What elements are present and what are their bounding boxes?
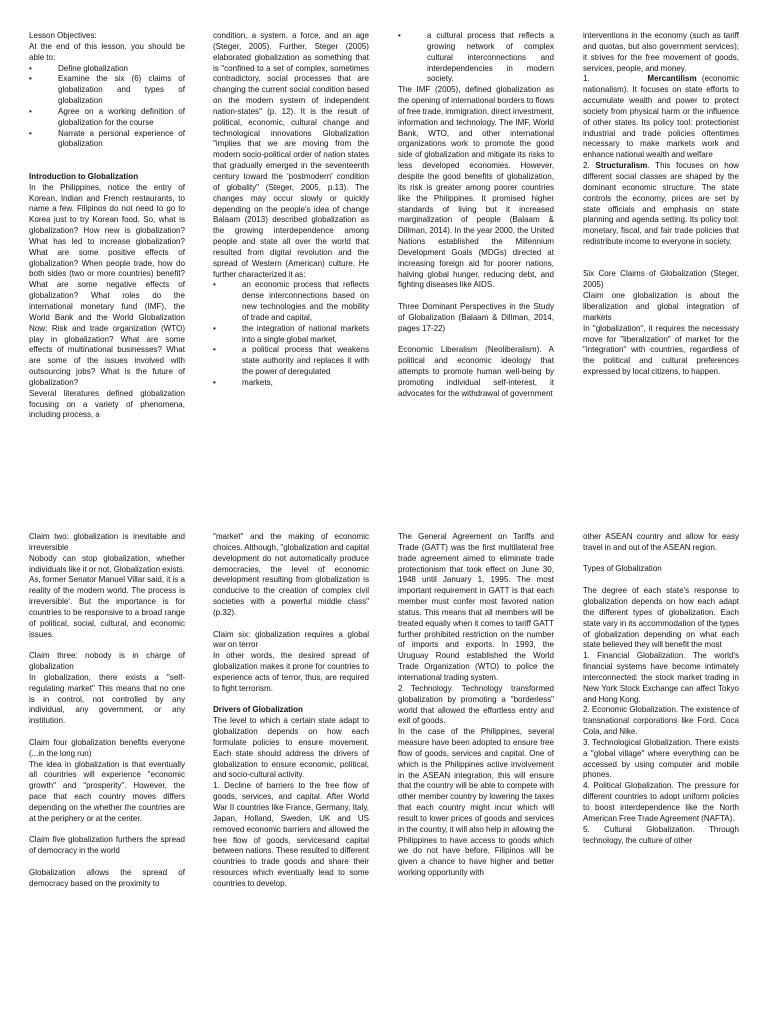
claims-title: Six Core Claims of Globalization (Steger, 2005) bbox=[583, 269, 739, 290]
drivers-text: The level to which a certain state adapt to globalization depends on how each formulate policies to ensure movement. Each state should address the drivers of globalization to ensure economic, political, and socio-cultural activity. bbox=[213, 716, 369, 780]
bottom-column-4 bbox=[583, 532, 739, 846]
claim-three: Claim three: nobody is in charge of globalization bbox=[29, 651, 185, 672]
type-item: 1. Financial Globalization. The world's financial systems have become intimately interconnected: the stock market trading in New York Stock Exchange can affect Tokyo and Hong Kong. bbox=[583, 651, 739, 704]
mercantilism-text: (economic nationalism). It focuses on state efforts to accumulate wealth and power to protect society from physical harm or the influence of other states. Its policy tool: protectionist industrial and trade policies oftentimes necessary to make markets work and enhance national wealth and welfare bbox=[583, 74, 739, 160]
characteristic-item: • markets, bbox=[213, 378, 369, 389]
imf-text: The IMF (2005), defined globalization as the opening of international borders to flows of free trade, immigration, direct investment, information and technology. The IMF, World Bank, WTO, and other international organizations work to promote the good side of globalization and mitigate its risks to less developed economies. However, despite the good benefits of globalization, its risk is greater among poorer countries like the Philippines. It promised higher standards of living but it increased marginalization of people (Balaam & Dillman, 2014). In the year 2000, the United Nations established the Millennium Development Goals (MDGs) directed at increasing foreign aid for poorer nations, halving global hunger, reducing debt, and fighting diseases like AIDS. bbox=[398, 85, 554, 290]
gatt-text: The General Agreement on Tariffs and Trade (GATT) was the first multilateral free trade agreement aimed to eliminate trade protectionism that took effect on June 30, 1948 until January 1, 1995. The most important requirement in GATT is that each member must confer most favored nation status. This means that all members will be treated equally when it comes to tariff GATT further prohibited restriction on the number of imports and exports. In 1993, the Uruguay Round established the World Trade Organization (WTO) to police the international trading system. bbox=[398, 532, 554, 682]
top-column-4 bbox=[583, 31, 739, 378]
structuralism-term: Structuralism bbox=[595, 161, 648, 171]
philippines-text: In the case of the Philippines, several measure have been adopted to ensure free flow of goods, services and capital. One of which is the Philippines active involvement in the ASEAN integration, this will ensure that the country will be able to compete with other member country by lowering the taxes that each country might incur which will result to lower prices of goods and services in the country, it will also help in allowing the Philippines to have access to goods which we do not have before, Filipinos will be given a chance to have higher and better working opportunity with bbox=[398, 727, 554, 878]
type-item: 4. Political Globalization. The pressure for different countries to adopt uniform policies to boost interdependence like the North American Free Trade Agreement (NAFTA). bbox=[583, 781, 739, 823]
characteristic-item: • an economic process that reflects dense interconnections based on new technologies and the mobility of trade and capital, bbox=[213, 280, 369, 323]
bottom-column-1 bbox=[29, 532, 185, 890]
mercantilism-number: 1. bbox=[583, 74, 590, 84]
objectives-intro: At the end of this lesson, you should be able to: bbox=[29, 41, 185, 62]
intro-title: Introduction to Globalization bbox=[29, 171, 139, 181]
liberalism-text: Economic Liberalism (Neoliberalism). A political and economic ideology that attempts to promote human well-being by promoting individual self-interest, it advocates for the withdrawal of government bbox=[398, 345, 554, 398]
type-item: 5. Cultural Globalization. Through technology, the culture of other bbox=[583, 824, 739, 845]
type-item: 2. Economic Globalization. The existence of transnational corporations like Ford, Coca Cola, and Nike. bbox=[583, 705, 739, 737]
driver-one: 1. Decline of barriers to the free flow of goods, services, and capital. After World War II countries like France, Germany, Italy, Japan, Holland, Sweden, UK and US removed economic barriers and allowed the free flow of goods, servicesand capital between nations. These resulted to different countries to trade goods and share their resources which eventually lead to some countries to develop. bbox=[213, 781, 369, 888]
top-column-2 bbox=[213, 31, 369, 389]
intro-text: In the Philippines, notice the entry of Korean, Indian and French restaurants, to name a few. Filipinos do not need to go to Korea just to try Korean food. So, what is globalization? How new is globalization? What has led to increase globalization? What are some positive effects of globalization? When people trade, how do both sides (two or more countries) benefit? What are some negative effects of globalization? What roles do the international monetary fund (IMF), the World Bank and the World Globalization Now: Risk and trade organization (WTO) play in globalization? What are some effects of multinational businesses? What are some of the issues involved with outsourcing jobs? What is the future of globalization? bbox=[29, 182, 185, 387]
bottom-column-2 bbox=[213, 532, 369, 890]
perspectives-title: Three Dominant Perspectives in the Study of Globalization (Balaam & Dillman, 2014, pages 17-22) bbox=[398, 302, 554, 333]
technology-text: 2 Technology. Technology transformed globalization by promoting a "borderless" world that allowed the effortless entry and exit of goods. bbox=[398, 683, 554, 726]
drivers-title: Drivers of Globalization bbox=[213, 705, 303, 715]
asean-text: other ASEAN country and allow for easy travel in and out of the ASEAN region. bbox=[583, 532, 739, 552]
top-column-3 bbox=[398, 31, 554, 400]
steger-text: condition, a system, a force, and an age (Steger, 2005). Further, Steger (2005) elaborated globalization as something that is "confined to a set of complex, sometimes contradictory, social processes that are changing the current social condition based on the modern system of independent nation-states" (p. 12). It is the result of political, economic, cultural change and technological innovations Globalization "implies that we are moving from the modern socio-political order of nation states that gradually emerged in the seventeenth century toward the 'postmodern' condition of globality" (Steger, 2005, p.13). The changes may occur slowly or quickly depending on the people's idea of change Balaam (2013) described globalization as the growing interdependence among people and state all over the world that resulted from digital revolution and the spread of Western (American) culture. He further characterized it as: bbox=[213, 31, 369, 279]
objective-item: • Narrate a personal experience of globalization bbox=[29, 129, 185, 151]
mercantilism-term: Mercantilism bbox=[647, 74, 697, 84]
mercantilism-item bbox=[583, 74, 739, 161]
type-item: 3. Technological Globalization. There exists a "global village" where everything can be accessed by using computer and mobile phones. bbox=[583, 737, 739, 780]
claim-four: Claim four globalization benefits everyone (...in the long run) bbox=[29, 737, 185, 758]
characteristic-item: • a cultural process that reflects a growing network of complex cultural interconnections and interdependencies in modern society. bbox=[398, 31, 554, 85]
claim-two-text: Nobody can stop globalization, whether individuals like it or not, Globalization exists. As, former Senator Manuel Villar said, it is a reality of the modern world. The process is irreversible'. But the importance is for countries to be responsive to a broad range of political, social, cultural, and economic issues. bbox=[29, 553, 185, 639]
structuralism-number: 2. bbox=[583, 161, 590, 171]
structuralism-text: . This focuses on how different social classes are shaped by the dominant economic structure. The state controls the economy, prices are set by state officials and emphasis on state planning and agenda setting. Its policy tool: monetary, fiscal, and fair trade policies that redistribute income to everyone in society. bbox=[583, 161, 739, 247]
objective-item: • Examine the six (6) claims of globalization and types of globalization bbox=[29, 74, 185, 107]
types-title: Types of Globalization bbox=[583, 564, 662, 574]
characteristic-item: • the integration of national markets into a single global market, bbox=[213, 324, 369, 346]
claim-two: Claim two: globalization is inevitable and irreversible bbox=[29, 532, 185, 552]
bottom-column-3 bbox=[398, 532, 554, 879]
claim-six-text: In other words, the desired spread of globalization makes it prone for countries to experience acts of terror, thus, are required to fight terrorism. bbox=[213, 651, 369, 693]
types-text: The degree of each state's response to globalization depends on how each adapt the different types of globalization. Each state vary in its accommodation of the types of globalization depending on what each state believed they will benefit the most bbox=[583, 586, 739, 650]
objective-item: • Define globalization bbox=[29, 64, 185, 75]
claim-three-text: In globalization, there exists a "self-regulating market" This means that no one is in control, not controlled by any individual, any government, or any institution. bbox=[29, 672, 185, 726]
objective-item: • Agree on a working definition of globalization for the course bbox=[29, 107, 185, 129]
claim-one-text: In "globalization", it requires the necessary move for "liberalization" of market for the "integration" with countries, regardless of the political and cultural preferences expressed by local citizens, to happen. bbox=[583, 323, 739, 377]
top-column-1 bbox=[29, 31, 185, 421]
claim-six: Claim six: globalization requires a global war on terror bbox=[213, 629, 369, 650]
democracy-text: "market" and the making of economic choices. Although, "globalization and capital development do not automatically produce democracies, the level of economic development resulting from globalization is conducive to the creation of complex civil societies with a powerful middle class" (p.32). bbox=[213, 532, 369, 617]
claim-five-text: Globalization allows the spread of democracy based on the proximity to bbox=[29, 867, 185, 888]
claim-one: Claim one globalization is about the liberalization and global integration of markets bbox=[583, 291, 739, 322]
liberalism-continued: interventions in the economy (such as tariff and quotas, but also government services); it strives for the free movement of goods, services, people, and money. bbox=[583, 31, 739, 73]
claim-four-text: The idea in globalization is that eventually all countries will experience "economic growth" and "prosperity". However, the pace that each country moves differs depending on the whether the countries are at the periphery or at the center. bbox=[29, 759, 185, 823]
literatures-text: Several literatures defined globalization focusing on a variety of phenomena, including process, a bbox=[29, 388, 185, 420]
objectives-heading: Lesson Objectives: bbox=[29, 31, 97, 40]
characteristic-item: • a political process that weakens state authority and replaces it with the power of deregulated bbox=[213, 345, 369, 378]
structuralism-item bbox=[583, 161, 739, 248]
claim-five: Claim five globalization furthers the spread of democracy in the world bbox=[29, 835, 185, 856]
